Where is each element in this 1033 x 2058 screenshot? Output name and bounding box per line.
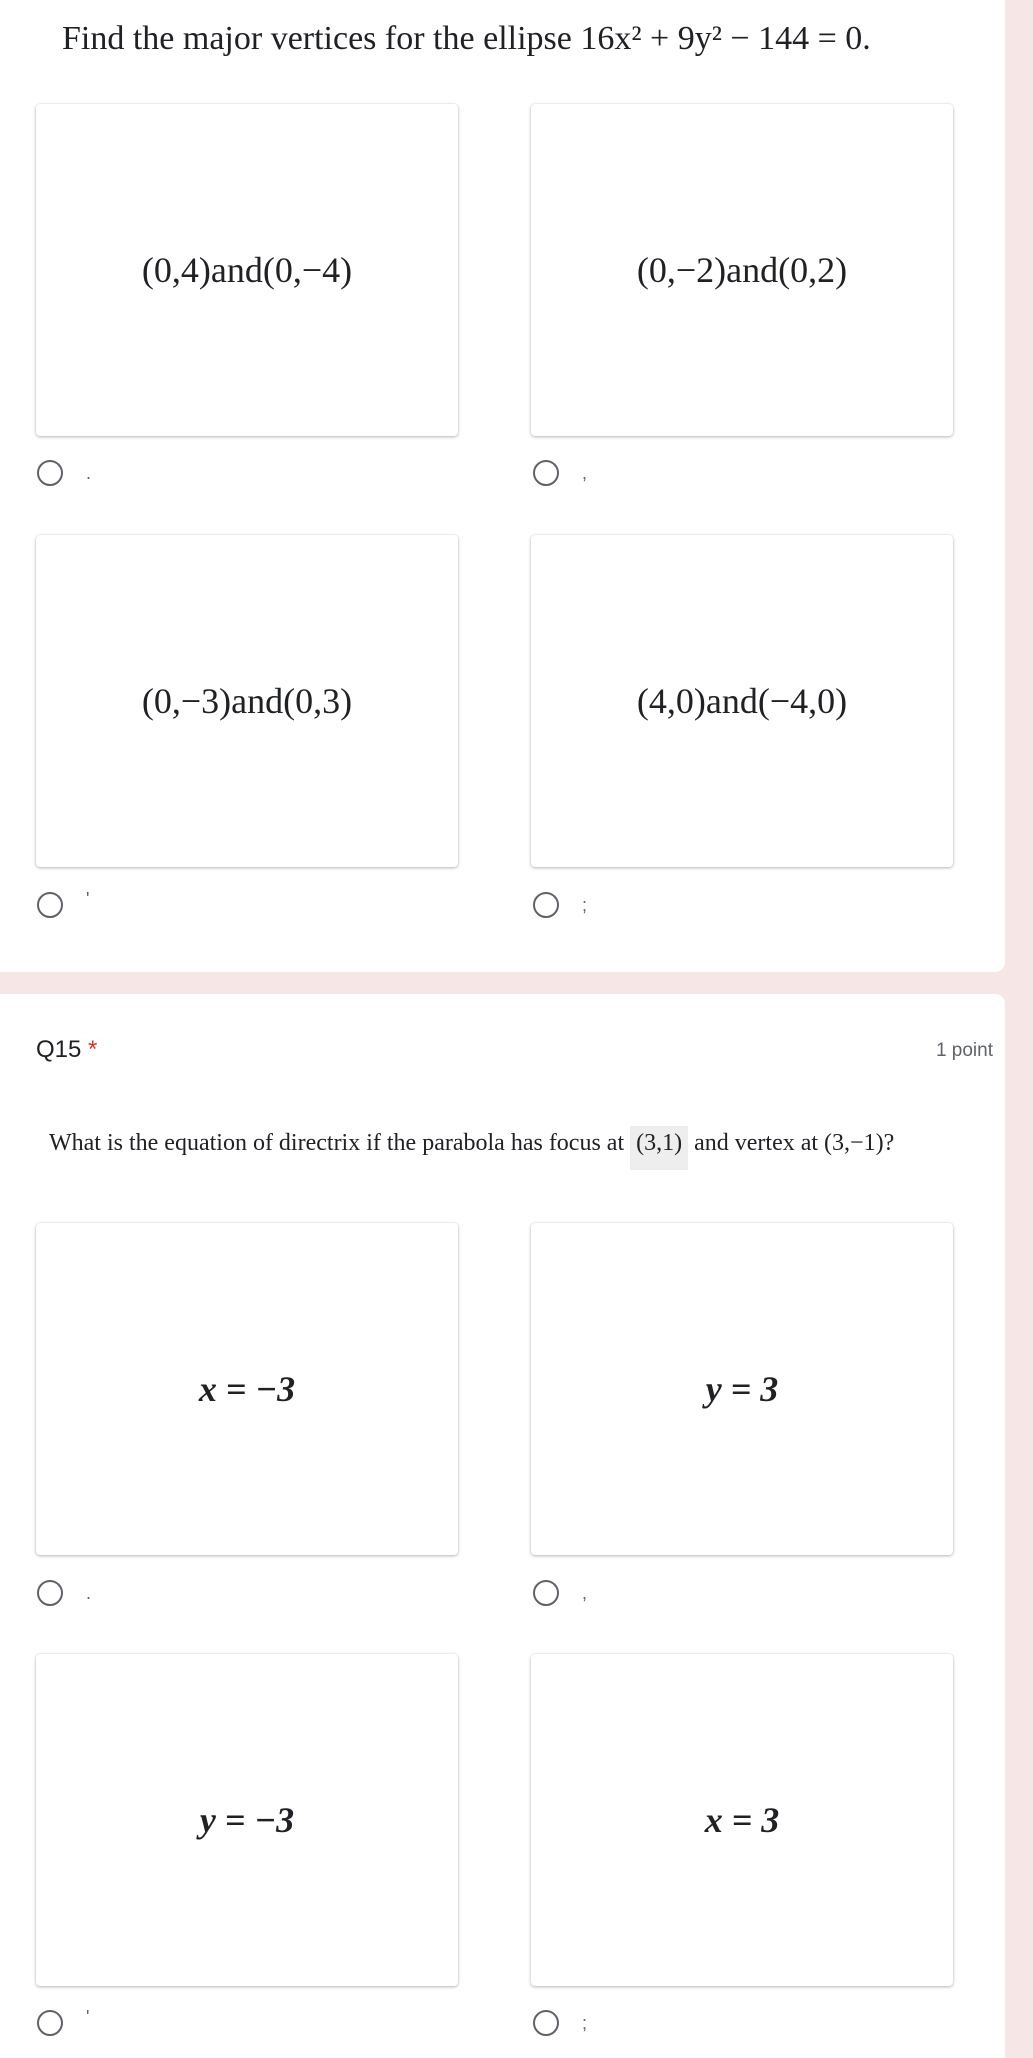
option-image-a[interactable] <box>36 1223 458 1555</box>
option-marker-d: ; <box>582 895 588 915</box>
option-label-c: (0,−3)and(0,3) <box>141 681 353 721</box>
option-label-a: (0,4)and(0,−4) <box>141 250 353 290</box>
option-image-a[interactable] <box>36 104 458 436</box>
option-image-c[interactable] <box>36 1654 458 1986</box>
focus-value: (3,1) <box>630 1126 688 1170</box>
question-number <box>36 1036 97 1064</box>
question-equation: 16x² + 9y² − 144 = 0. <box>580 20 871 57</box>
radio-option-a[interactable] <box>37 1580 63 1606</box>
radio-option-b[interactable] <box>533 460 559 486</box>
question-points: 1 point <box>935 1040 993 1061</box>
option-label-b: y = 3 <box>705 1369 779 1409</box>
question-text-q14 <box>62 20 871 58</box>
question-text-middle: and vertex at <box>688 1130 825 1156</box>
question-card-q14 <box>0 0 1005 972</box>
radio-option-d[interactable] <box>533 2010 559 2036</box>
option-label-d: (4,0)and(−4,0) <box>636 681 848 721</box>
required-star: * <box>88 1036 98 1063</box>
option-label-c: y = −3 <box>199 1800 295 1840</box>
radio-option-d[interactable] <box>533 892 559 918</box>
option-marker-b: , <box>582 463 588 483</box>
option-label-a: x = −3 <box>198 1369 296 1409</box>
radio-option-c[interactable] <box>37 892 63 918</box>
option-image-b[interactable] <box>531 1223 953 1555</box>
question-text-prefix: What is the equation of directrix if the parabola has focus at <box>49 1130 631 1156</box>
option-image-c[interactable] <box>36 535 458 867</box>
option-marker-c: ' <box>86 889 90 909</box>
option-label-d: x = 3 <box>704 1800 780 1840</box>
option-image-b[interactable] <box>531 104 953 436</box>
radio-option-c[interactable] <box>37 2010 63 2036</box>
option-label-b: (0,−2)and(0,2) <box>636 250 848 290</box>
option-marker-d: ; <box>582 2013 588 2033</box>
option-marker-c: ' <box>86 2007 90 2027</box>
option-marker-a: . <box>86 463 92 483</box>
radio-option-a[interactable] <box>37 460 63 486</box>
option-image-d[interactable] <box>531 1654 953 1986</box>
question-text-q15 <box>49 1130 894 1157</box>
question-text-prefix: Find the major vertices for the ellipse <box>62 20 581 57</box>
vertex-value: (3,−1)? <box>824 1130 895 1156</box>
question-number-label: Q15 <box>36 1036 82 1063</box>
option-image-d[interactable] <box>531 535 953 867</box>
option-marker-a: . <box>86 1583 92 1603</box>
option-marker-b: , <box>582 1583 588 1603</box>
radio-option-b[interactable] <box>533 1580 559 1606</box>
